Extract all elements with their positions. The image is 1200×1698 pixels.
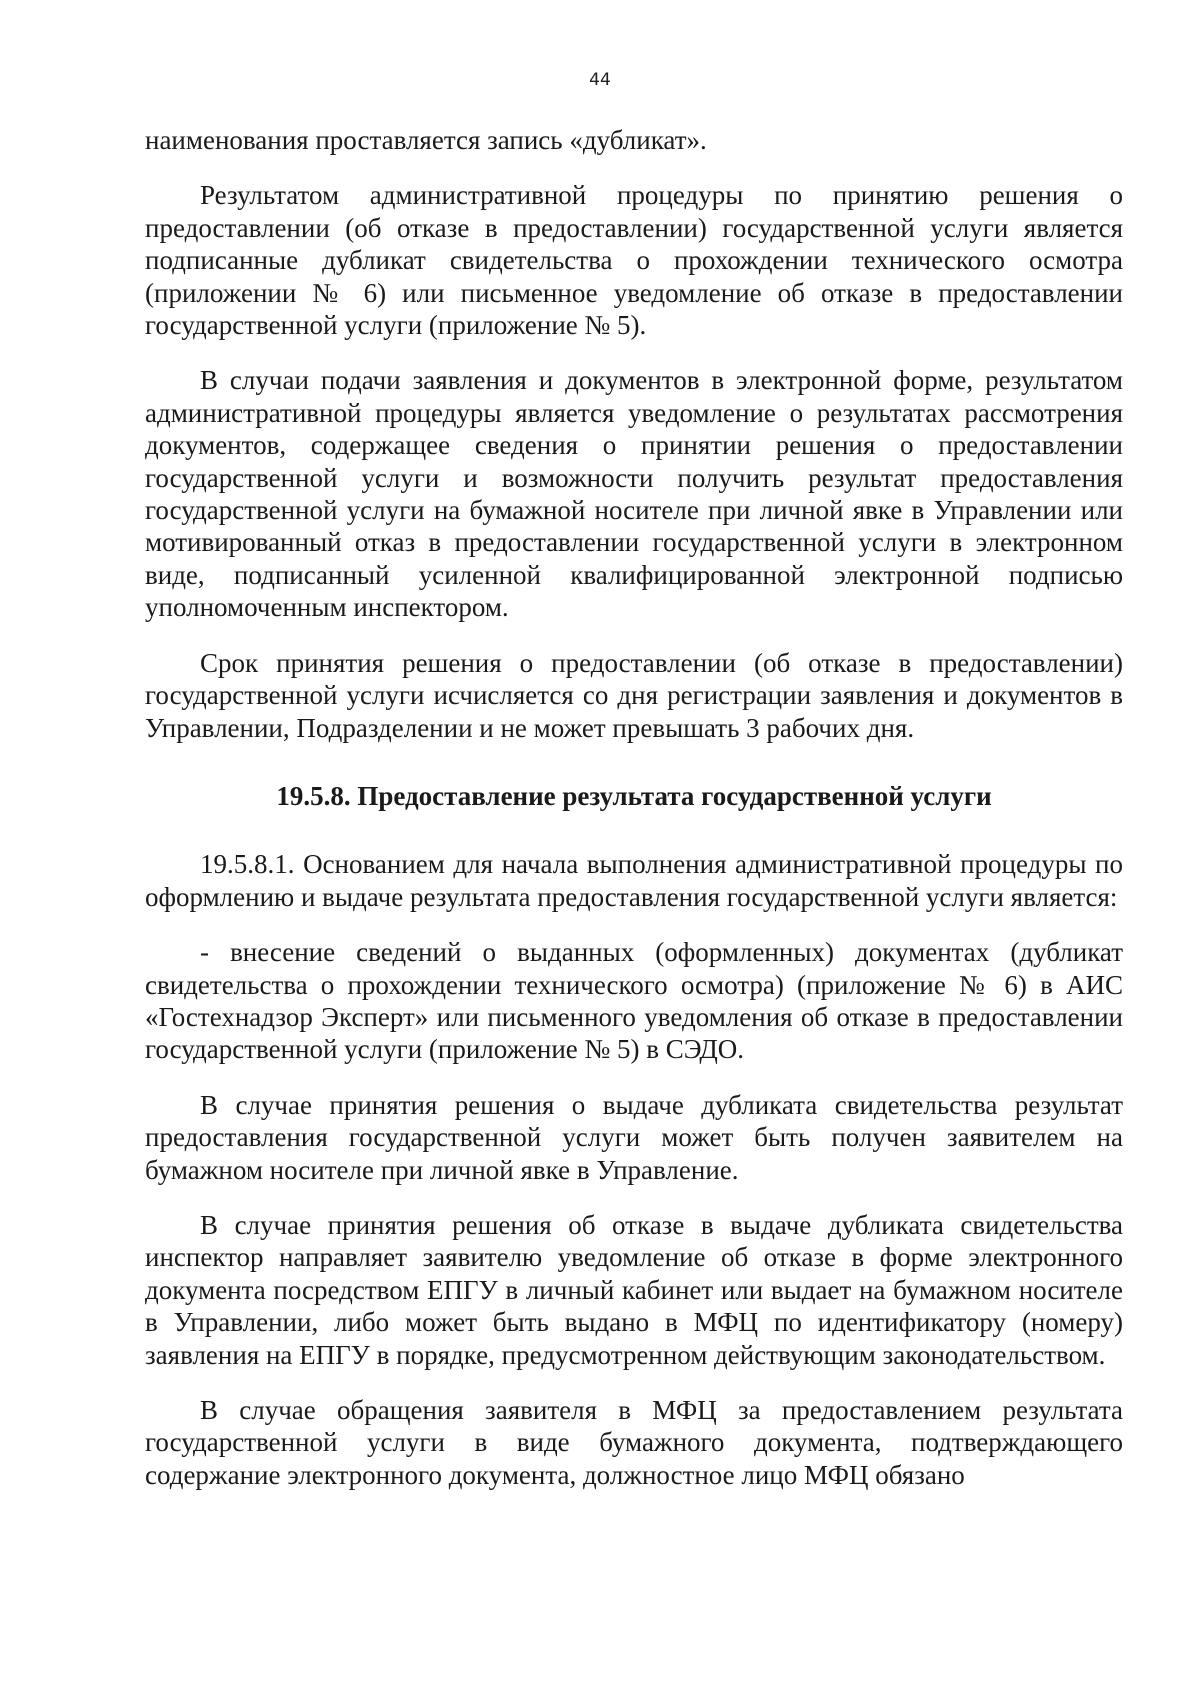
section-heading: 19.5.8. Предоставление результата государственной услуги (276, 780, 992, 811)
paragraph-continuation: наименования проставляется запись «дубликат». (145, 125, 707, 155)
paragraph-decision-deadline: Срок принятия решения о предоставлении (об отказе в предоставлении) государственной услуги исчисляется со дня регистрации заявления и документов в Управлении, Подразделении и не может превышать 3 рабочих дня. (145, 647, 1123, 743)
document-body (145, 124, 1123, 1491)
paragraph-basis: 19.5.8.1. Основанием для начала выполнения административной процедуры по оформлению и выдаче результата предоставления государственной услуги является: (145, 849, 1123, 912)
paragraph-mfc-request: В случае обращения заявителя в МФЦ за предоставлением результата государственной услуги в виде бумажного документа, подтверждающего содержание электронного документа, должностное лицо МФЦ обязано (145, 1395, 1123, 1490)
paragraph-electronic-submission: В случаи подачи заявления и документов в электронной форме, результатом административной процедуры является уведомление о результатах рассмотрения документов, содержащее сведения о принятии решения о предоставлении государственной услуги и возможности получить результат предоставления государственной услуги на бумажной носителе при личной явке в Управлении или мотивированный отказ в предоставлении государственной услуги в электронном виде, подписанный усиленной квалифицированной электронной подписью уполномоченным инспектором. (145, 365, 1123, 623)
list-item-data-entry: - внесение сведений о выданных (оформленных) документах (дубликат свидетельства о прохождении технического осмотра) (приложение № 6) в АИС «Гостехнадзор Эксперт» или письменного уведомления об отказе в предоставлении государственной услуги (приложение № 5) в СЭДО. (145, 937, 1123, 1065)
page-number: 44 (589, 70, 611, 90)
paragraph-duplicate-issuance: В случае принятия решения о выдаче дубликата свидетельства результат предоставления государственной услуги может быть получен заявителем на бумажном носителе при личной явке в Управление. (145, 1089, 1123, 1185)
paragraph-procedure-result: Результатом административной процедуры по принятию решения о предоставлении (об отказе в предоставлении) государственной услуги является подписанные дубликат свидетельства о прохождении технического осмотра (приложении № 6) или письменное уведомление об отказе в предоставлении государственной услуги (приложение № 5). (145, 180, 1123, 341)
paragraph-refusal-notice: В случае принятия решения об отказе в выдаче дубликата свидетельства инспектор направляет заявителю уведомление об отказе в форме электронного документа посредством ЕПГУ в личный кабинет или выдает на бумажном носителе в Управлении, либо может быть выдано в МФЦ по идентификатору (номеру) заявления на ЕПГУ в порядке, предусмотренном действующим законодательством. (145, 1209, 1123, 1370)
